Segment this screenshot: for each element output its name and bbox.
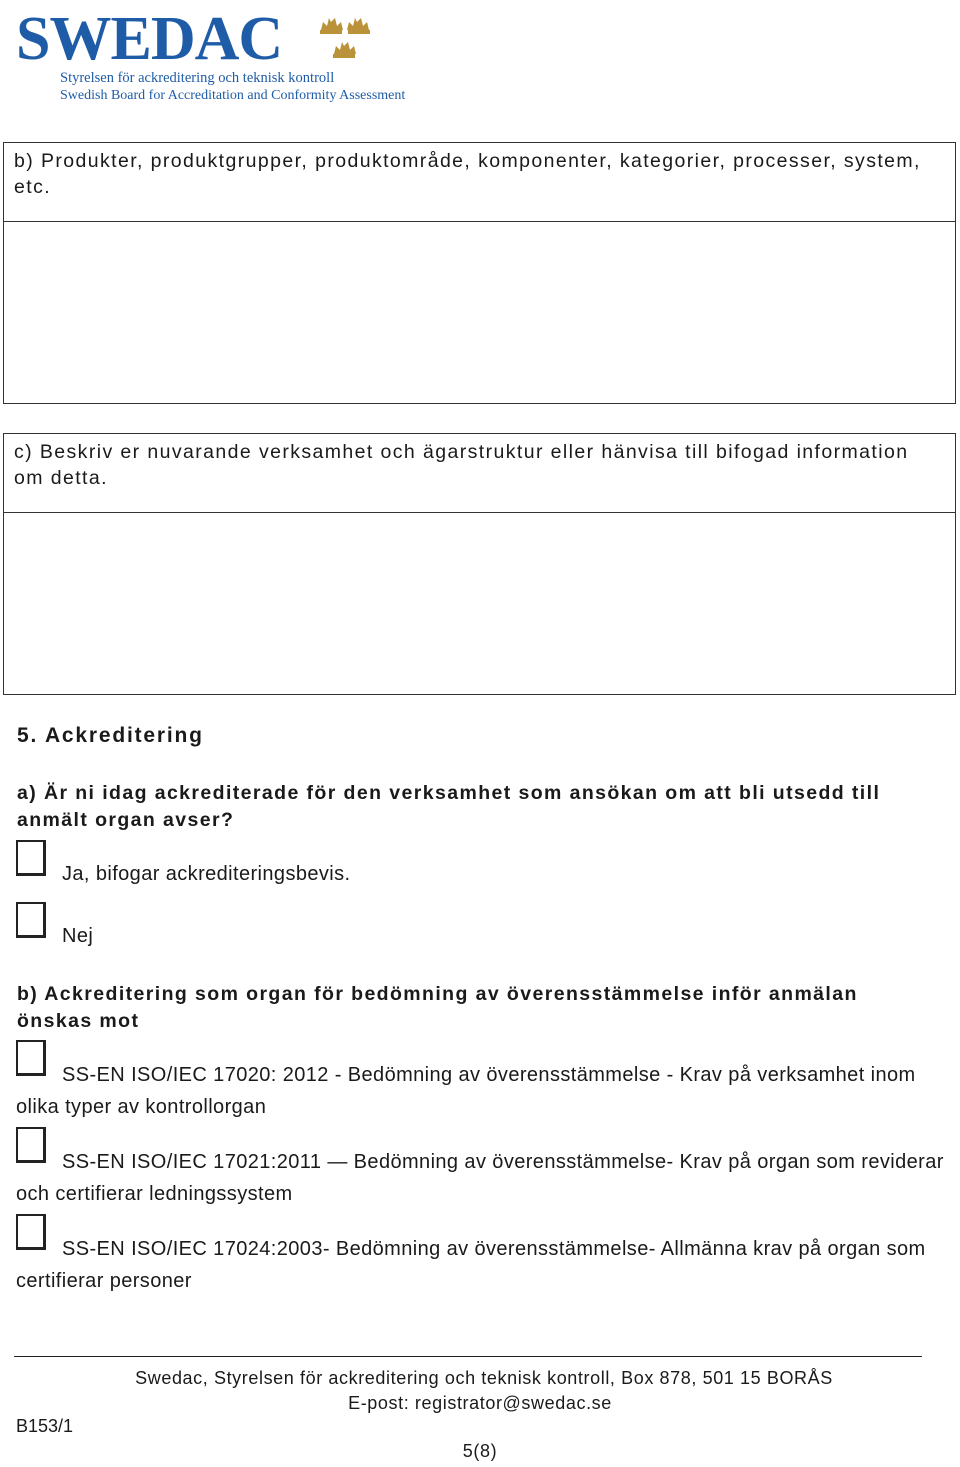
products-answer-field[interactable]	[4, 222, 955, 402]
footer-address: Swedac, Styrelsen för ackreditering och teknisk kontroll, Box 878, 501 15 BORÅS	[135, 1368, 833, 1388]
standard-label-17021: SS-EN ISO/IEC 17021:2011 — Bedömning av överensstämmelse- Krav på organ som reviderar och certifierar ledningssystem	[16, 1151, 944, 1205]
products-form-box	[3, 142, 956, 404]
section-title-accreditation: 5. Ackreditering	[17, 724, 204, 747]
checkbox-no[interactable]	[16, 902, 46, 938]
checkbox-yes[interactable]	[16, 840, 46, 876]
option-yes-label: Ja, bifogar ackrediteringsbevis.	[62, 863, 351, 885]
logo-wordmark: SWEDAC	[16, 5, 283, 73]
option-no-label: Nej	[62, 925, 94, 947]
standard-option-17024	[16, 1214, 951, 1297]
option-no	[16, 902, 951, 952]
option-yes	[16, 840, 951, 890]
logo-subtitle-swedish: Styrelsen för ackreditering och teknisk kontroll	[60, 70, 335, 86]
swedac-logo	[16, 5, 406, 103]
checkbox-17021[interactable]	[16, 1127, 46, 1163]
accreditation-question-a: a) Är ni idag ackrediterade för den verksamhet som ansökan om att bli utsedd till anmält organ avser?	[17, 782, 881, 831]
products-question: b) Produkter, produktgrupper, produktområde, komponenter, kategorier, processer, system, etc.	[4, 143, 955, 222]
checkbox-17020[interactable]	[16, 1040, 46, 1076]
accreditation-question-b: b) Ackreditering som organ för bedömning av överensstämmelse inför anmälan önskas mot	[17, 983, 858, 1032]
page-number: 5(8)	[462, 1441, 498, 1461]
standard-option-17021	[16, 1127, 951, 1210]
document-id: B153/1	[16, 1416, 74, 1436]
operations-question: c) Beskriv er nuvarande verksamhet och ägarstruktur eller hänvisa till bifogad information om detta.	[4, 434, 955, 513]
footer-divider	[14, 1356, 922, 1357]
standard-option-17020	[16, 1040, 951, 1123]
three-crowns-icon	[306, 12, 386, 68]
footer-email[interactable]: E-post: registrator@swedac.se	[348, 1393, 612, 1413]
checkbox-17024[interactable]	[16, 1214, 46, 1250]
operations-answer-field[interactable]	[4, 513, 955, 693]
standard-label-17020: SS-EN ISO/IEC 17020: 2012 - Bedömning av överensstämmelse - Krav på verksamhet inom olika typer av kontrollorgan	[16, 1064, 916, 1118]
operations-form-box	[3, 433, 956, 695]
logo-subtitle-english: Swedish Board for Accreditation and Conformity Assessment	[60, 88, 406, 103]
standard-label-17024: SS-EN ISO/IEC 17024:2003- Bedömning av överensstämmelse- Allmänna krav på organ som certifierar personer	[16, 1238, 926, 1292]
